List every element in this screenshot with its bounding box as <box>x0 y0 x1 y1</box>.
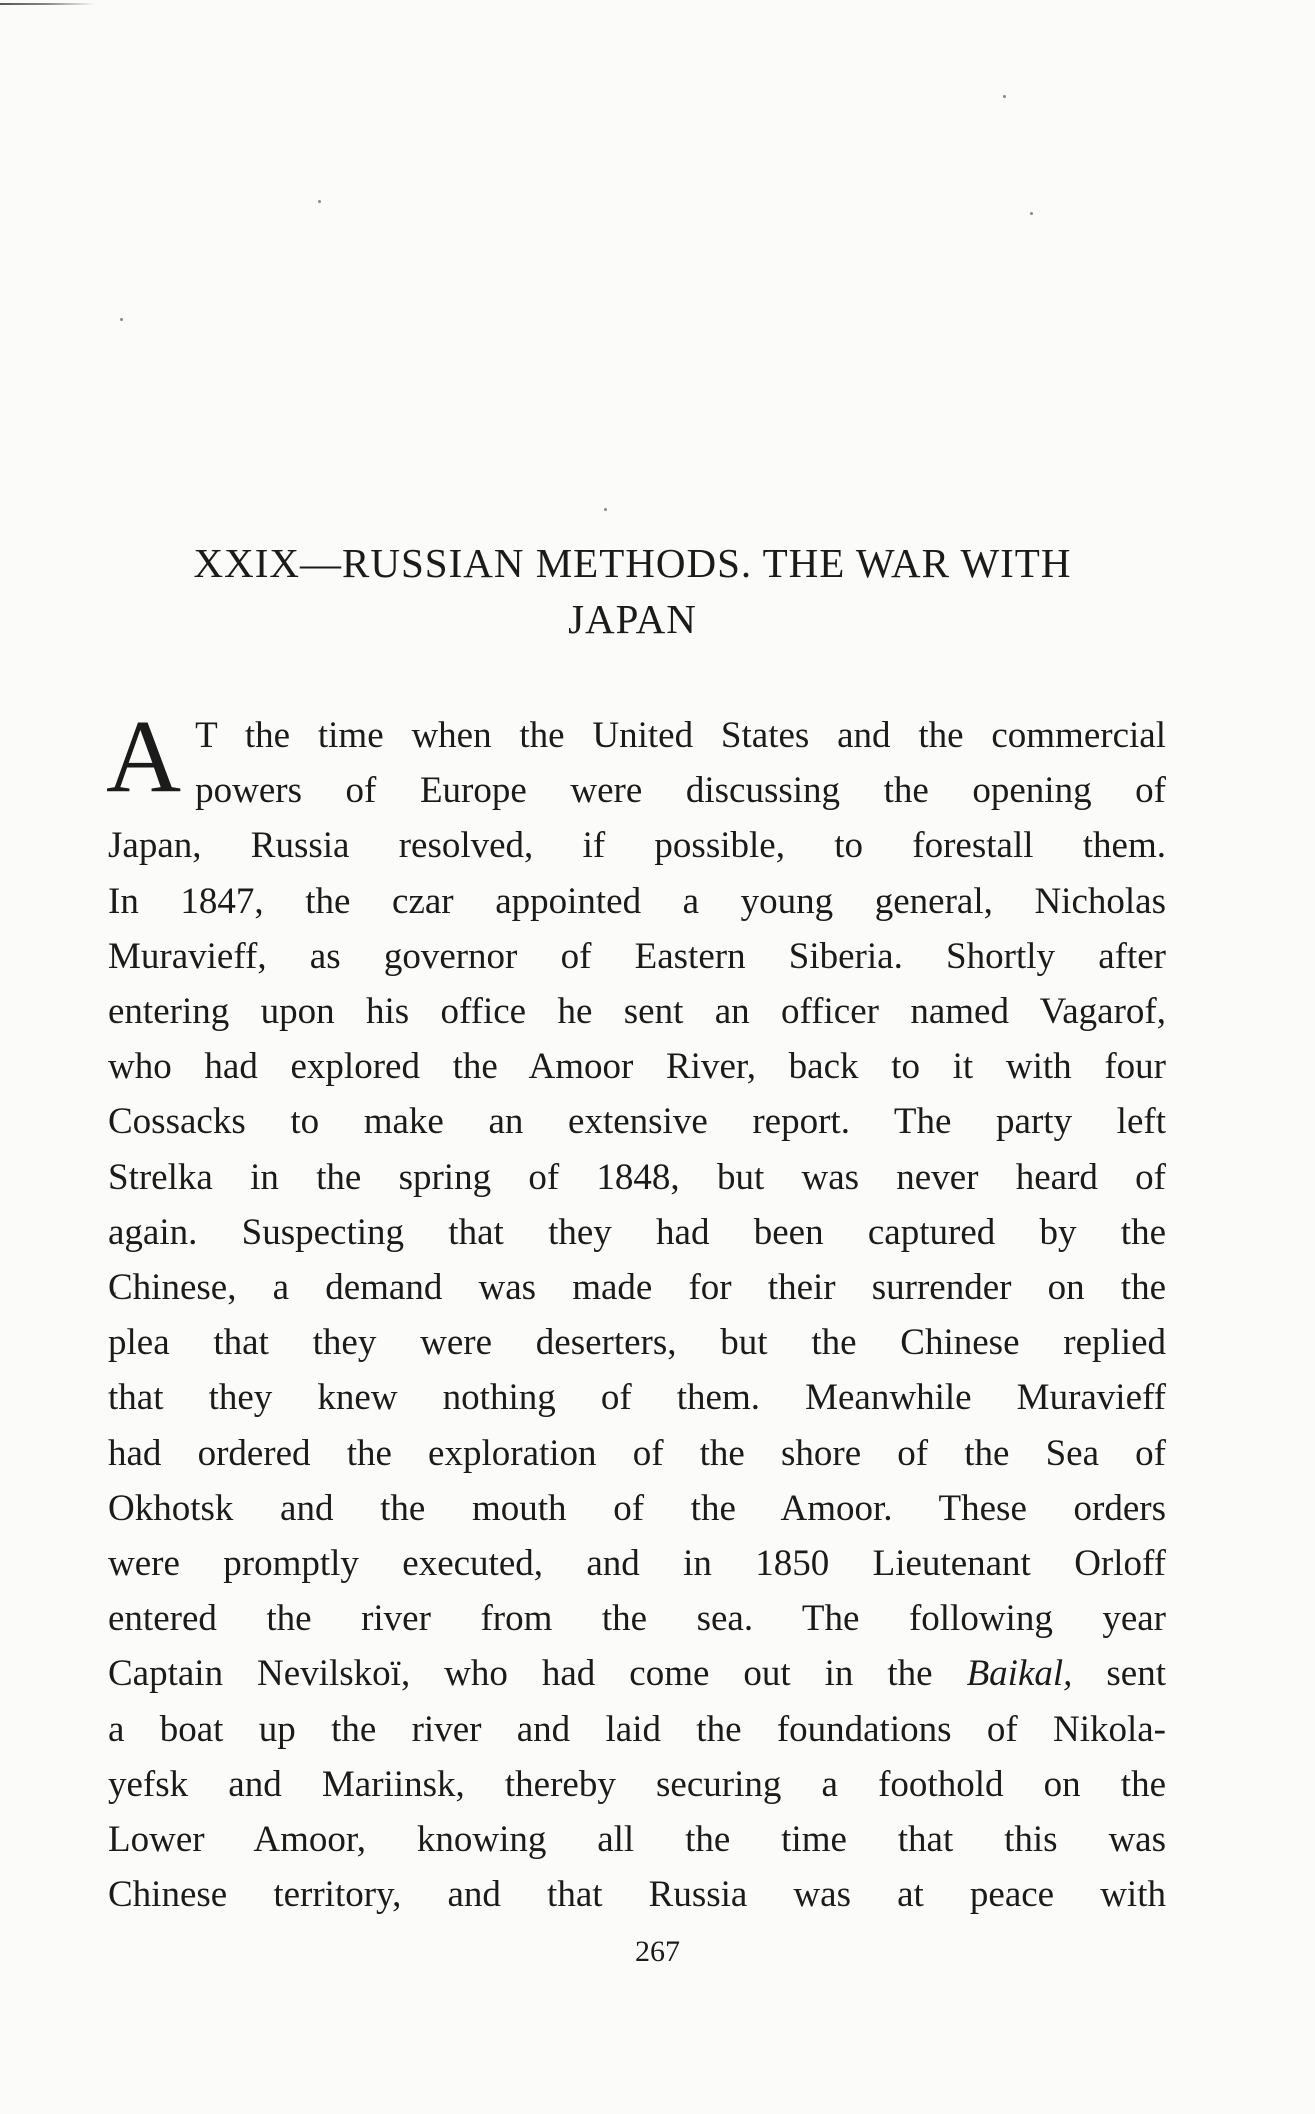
chapter-title-line-1: XXIX—RUSSIAN METHODS. THE WAR WITH <box>193 540 1072 586</box>
text-line: Strelka in the spring of 1848, but was never heard of <box>108 1156 1166 1198</box>
text-line: T the time when the United States and the commercial <box>195 715 1166 756</box>
text-line: entering upon his office he sent an officer named Vagarof, <box>108 991 1166 1033</box>
chapter-body-text <box>106 699 1167 1922</box>
paper-speck <box>1030 212 1033 215</box>
text-line: again. Suspecting that they had been captured by the <box>108 1211 1166 1253</box>
text-line: a boat up the river and laid the foundations of Nikola- <box>108 1708 1166 1750</box>
text-line: entered the river from the sea. The following year <box>108 1598 1166 1640</box>
text-line: were promptly executed, and in 1850 Lieutenant Orloff <box>108 1543 1166 1585</box>
drop-cap: A <box>106 699 182 814</box>
text-line: Chinese territory, and that Russia was at peace with <box>108 1874 1166 1916</box>
text-line: In 1847, the czar appointed a young general, Nicholas <box>108 880 1166 922</box>
text-segment: sent <box>1106 1653 1167 1695</box>
ship-name: Baikal, <box>966 1653 1073 1695</box>
text-line: Chinese, a demand was made for their surrender on the <box>108 1267 1166 1309</box>
scan-edge-mark <box>0 3 95 5</box>
text-line: Lower Amoor, knowing all the time that this was <box>108 1819 1166 1861</box>
text-segment: Captain Nevilskoï, who had come out in the <box>108 1653 933 1695</box>
text-line: Muravieff, as governor of Eastern Siberia. Shortly after <box>108 935 1166 977</box>
text-line: Cossacks to make an extensive report. The party left <box>108 1101 1166 1143</box>
text-line: had ordered the exploration of the shore of the Sea of <box>108 1432 1166 1474</box>
paper-speck <box>604 508 607 511</box>
chapter-title <box>100 535 1165 647</box>
text-line: Okhotsk and the mouth of the Amoor. These orders <box>108 1487 1166 1529</box>
text-line: Japan, Russia resolved, if possible, to forestall them. <box>108 825 1166 867</box>
paper-speck <box>318 200 321 203</box>
text-line-with-ship-name <box>108 1646 1166 1701</box>
text-line: who had explored the Amoor River, back to it with four <box>108 1046 1166 1088</box>
paper-speck <box>1003 95 1006 98</box>
text-line: powers of Europe were discussing the opening of <box>195 770 1166 812</box>
text-line: yefsk and Mariinsk, thereby securing a foothold on the <box>108 1763 1166 1805</box>
text-line: plea that they were deserters, but the Chinese replied <box>108 1322 1166 1364</box>
chapter-title-line-2: JAPAN <box>568 596 697 642</box>
text-line: that they knew nothing of them. Meanwhile Muravieff <box>108 1377 1166 1419</box>
paper-speck <box>120 318 123 321</box>
page-number: 267 <box>635 1935 680 1968</box>
